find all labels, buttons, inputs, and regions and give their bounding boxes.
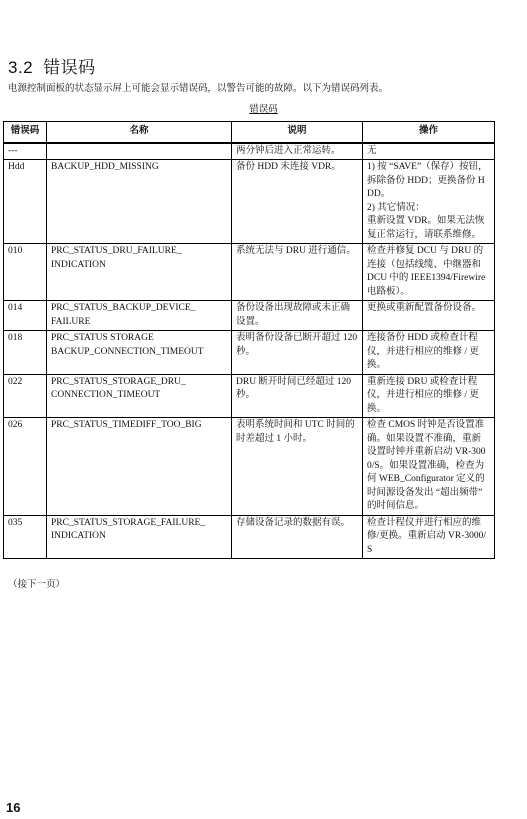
cell-code: 022	[4, 374, 47, 418]
cell-description: 表明系统时间和 UTC 时间的时差超过 1 小时。	[232, 418, 363, 516]
section-title: 错误码	[43, 58, 96, 77]
intro-paragraph: 电源控制面板的状态显示屏上可能会显示错误码，以警告可能的故障。以下为错误码列表。	[8, 83, 389, 94]
table-row	[4, 143, 495, 160]
cell-name: PRC_STATUS_STORAGE_FAILURE_ INDICATION	[47, 515, 232, 559]
cell-name: PRC_STATUS_BACKUP_DEVICE_ FAILURE	[47, 301, 232, 331]
cell-action: 连接备份 HDD 或检查计程仪，并进行相应的维修 / 更换。	[363, 331, 495, 375]
cell-description: DRU 断开时间已经超过 120 秒。	[232, 374, 363, 418]
cell-code: 010	[4, 244, 47, 301]
table-header-row	[4, 122, 495, 143]
header-description: 说明	[232, 122, 363, 143]
cell-code: 035	[4, 515, 47, 559]
cell-name: PRC_STATUS_DRU_FAILURE_ INDICATION	[47, 244, 232, 301]
cell-action: 无	[363, 143, 495, 160]
table-row	[4, 515, 495, 559]
cell-code: 014	[4, 301, 47, 331]
cell-action: 1) 按 “SAVE”（保存）按钮，拆除备份 HDD；更换备份 HDD。 2) 其它情况： 重新设置 VDR。如果无法恢复正常运行，请联系维修。	[363, 160, 495, 244]
cell-name: PRC_STATUS_TIMEDIFF_TOO_BIG	[47, 418, 232, 516]
header-action: 操作	[363, 122, 495, 143]
header-code: 错误码	[4, 122, 47, 143]
cell-code: ---	[4, 143, 47, 160]
error-code-table	[3, 121, 495, 559]
cell-description: 两分钟后进入正常运转。	[232, 143, 363, 160]
cell-description: 系统无法与 DRU 进行通信。	[232, 244, 363, 301]
table-row	[4, 244, 495, 301]
cell-description: 存储设备记录的数据有误。	[232, 515, 363, 559]
table-row	[4, 418, 495, 516]
cell-description: 备份设备出现故障或未正确设置。	[232, 301, 363, 331]
cell-action: 检查并修复 DCU 与 DRU 的连接（包括线缆、中继器和 DCU 中的 IEEE1394/Firewire 电路板）。	[363, 244, 495, 301]
section-number: 3.2	[8, 58, 34, 77]
header-name: 名称	[47, 122, 232, 143]
cell-name: BACKUP_HDD_MISSING	[47, 160, 232, 244]
table-caption-text: 错误码	[249, 104, 278, 115]
table-row	[4, 374, 495, 418]
table-row	[4, 160, 495, 244]
cell-action: 重新连接 DRU 或检查计程仪，并进行相应的维修 / 更换。	[363, 374, 495, 418]
cell-code: 026	[4, 418, 47, 516]
cell-code: Hdd	[4, 160, 47, 244]
cell-action: 检查 CMOS 时钟是否设置准确。如果设置不准确，重新设置时钟并重新启动 VR-3000/S。如果设置准确，检查为何 WEB_Configurator 定义的时间源设备发出 “超出频带” 的时间信息。	[363, 418, 495, 516]
cell-name: PRC_STATUS STORAGE BACKUP_CONNECTION_TIMEOUT	[47, 331, 232, 375]
table-caption	[0, 101, 527, 115]
section-heading	[8, 53, 96, 78]
cell-action: 更换或重新配置备份设备。	[363, 301, 495, 331]
cell-description: 表明备份设备已断开超过 120 秒。	[232, 331, 363, 375]
cell-action: 检查计程仪并进行相应的维修/更换。重新启动 VR-3000/S	[363, 515, 495, 559]
table-row	[4, 301, 495, 331]
cell-name: PRC_STATUS_STORAGE_DRU_ CONNECTION_TIMEOUT	[47, 374, 232, 418]
cell-name	[47, 143, 232, 160]
continued-note: （接下一页）	[8, 579, 66, 590]
page-number: 16	[6, 800, 21, 815]
cell-description: 备份 HDD 未连接 VDR。	[232, 160, 363, 244]
cell-code: 018	[4, 331, 47, 375]
table-row	[4, 331, 495, 375]
